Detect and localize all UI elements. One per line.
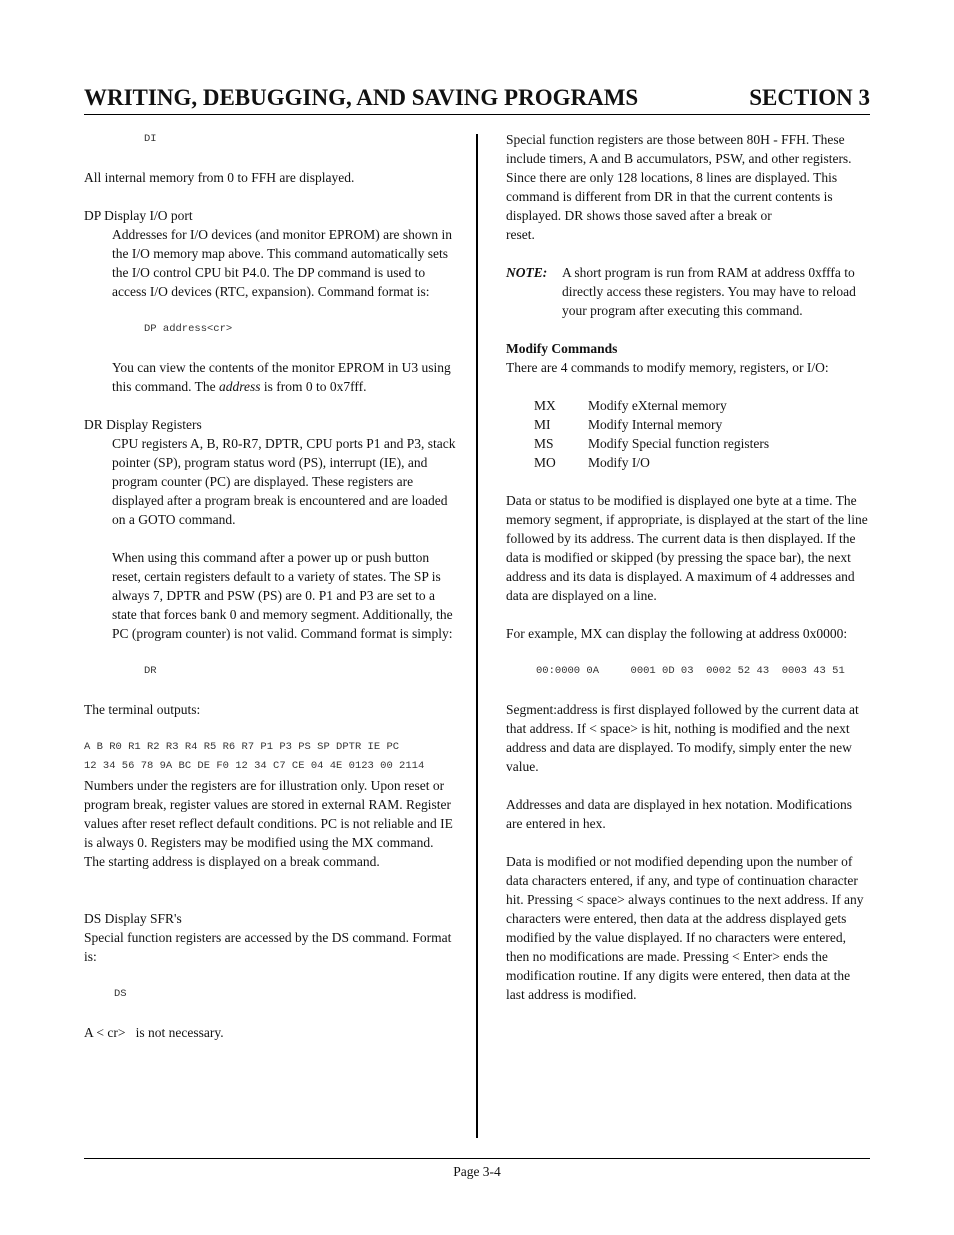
- terminal-label: The terminal outputs:: [84, 702, 201, 717]
- command-row: [534, 453, 769, 472]
- sfr-reset: reset.: [506, 227, 535, 242]
- command-code: MX: [534, 398, 556, 413]
- column-divider: [476, 134, 478, 1138]
- terminal-output-values: 12 34 56 78 9A BC DE F0 12 34 C7 CE 04 4E 0123 00 2114: [84, 760, 425, 772]
- modify-heading: Modify Commands: [506, 341, 618, 356]
- registers-note: Numbers under the registers are for illustration only. Upon reset or program break, register values are stored in external RAM. Register values after reset reflect default conditions. PC is not reliable and IE is always 0. Registers may be modified using the MX command. The starting address is displayed on a break command.: [84, 778, 453, 869]
- cr-note: A < cr> is not necessary.: [84, 1025, 224, 1040]
- ds-command-example: DS: [114, 988, 127, 1000]
- dr-description-2: When using this command after a power up or push button reset, certain registers default to a variety of states. The SP is always 7, DPTR and PSW (PS) are 0. P1 and P3 are set to a state that forces bank 0 and memory segment. Additionally, the PC (program counter) is not valid. Command format is simply:: [112, 550, 453, 641]
- dr-description: CPU registers A, B, R0-R7, DPTR, CPU ports P1 and P3, stack pointer (SP), program status word (PS), interrupt (IE), and program counter (PC) are displayed. These registers are displayed after a program break is encountered and are loaded on a GOTO command.: [112, 436, 456, 527]
- note-label: NOTE:: [506, 265, 548, 280]
- sfr-description: Special function registers are those between 80H - FFH. These include timers, A and B accumulators, PSW, and other registers. Since there are only 128 locations, 8 lines are displayed. This command is different from DR in that the current contents is displayed. DR shows those saved after a break or: [506, 132, 852, 223]
- command-code: MO: [534, 455, 556, 470]
- page-header: [84, 84, 870, 115]
- di-description: All internal memory from 0 to FFH are displayed.: [84, 170, 355, 185]
- modify-commands-table: [534, 396, 769, 472]
- chapter-title: WRITING, DEBUGGING, AND SAVING PROGRAMS: [84, 85, 639, 110]
- segment-description: Segment:address is first displayed followed by the current data at that address. If < space> is hit, nothing is modified and the next address and data are displayed. To modify, simply enter the new value.: [506, 702, 859, 774]
- modification-description: Data is modified or not modified depending upon the number of data characters entered, if any, and type of continuation character hit. Pressing < space> always continues to the next address. If any characters were entered, then data at the address displayed gets modified by the value displayed. If no characters were entered, then no modifications are made. Pressing < Enter> ends the modification routine. If any digits were entered, then data at the last address is modified.: [506, 854, 864, 1002]
- data-description: Data or status to be modified is displayed one byte at a time. The memory segment, if appropriate, is displayed at the start of the line followed by its address. The current data is then displayed. If the data is modified or skipped (by pressing the space bar), the next address and its data is displayed. A maximum of 4 addresses and data are displayed on a line.: [506, 493, 868, 603]
- command-description: Modify Special function registers: [588, 436, 770, 451]
- dp-description-2: You can view the contents of the monitor EPROM in U3 using this command. The address is from 0 to 0x7fff.: [112, 360, 451, 394]
- command-description: Modify I/O: [588, 455, 650, 470]
- left-column: [84, 130, 456, 1042]
- modify-description: There are 4 commands to modify memory, registers, or I/O:: [506, 360, 829, 375]
- ds-description: Special function registers are accessed by the DS command. Format is:: [84, 930, 452, 964]
- dr-command-example: DR: [144, 665, 157, 677]
- dp-description: Addresses for I/O devices (and monitor EPROM) are shown in the I/O memory map above. This command automatically sets the I/O control CPU bit P4.0. The DP command is used to access I/O devices (RTC, expansion). Command format is:: [112, 227, 453, 299]
- dr-heading: DR Display Registers: [84, 417, 202, 432]
- command-row: [534, 415, 769, 434]
- di-command-example: DI: [144, 133, 157, 145]
- command-description: Modify eXternal memory: [588, 398, 727, 413]
- note-block: [506, 263, 870, 320]
- page-footer: [84, 1158, 870, 1181]
- command-description: Modify Internal memory: [588, 417, 723, 432]
- right-column: [506, 130, 870, 1004]
- terminal-output-header: A B R0 R1 R2 R3 R4 R5 R6 R7 P1 P3 PS SP DPTR IE PC: [84, 741, 400, 753]
- dp-command-example: DP address<cr>: [144, 323, 233, 335]
- section-label: SECTION 3: [749, 85, 870, 110]
- page-number: Page 3-4: [453, 1164, 501, 1179]
- example-output: 00:0000 0A 0001 0D 03 0002 52 43 0003 43 51: [536, 665, 845, 677]
- dp-heading: DP Display I/O port: [84, 208, 193, 223]
- command-code: MI: [534, 417, 551, 432]
- command-row: [534, 396, 769, 415]
- example-description: For example, MX can display the following at address 0x0000:: [506, 626, 848, 641]
- note-text: A short program is run from RAM at address 0xfffa to directly access these registers. You may have to reload your program after executing this command.: [562, 265, 856, 318]
- address-term: address: [219, 379, 261, 394]
- hex-description: Addresses and data are displayed in hex notation. Modifications are entered in hex.: [506, 797, 853, 831]
- command-code: MS: [534, 436, 554, 451]
- ds-heading: DS Display SFR's: [84, 911, 182, 926]
- command-row: [534, 434, 769, 453]
